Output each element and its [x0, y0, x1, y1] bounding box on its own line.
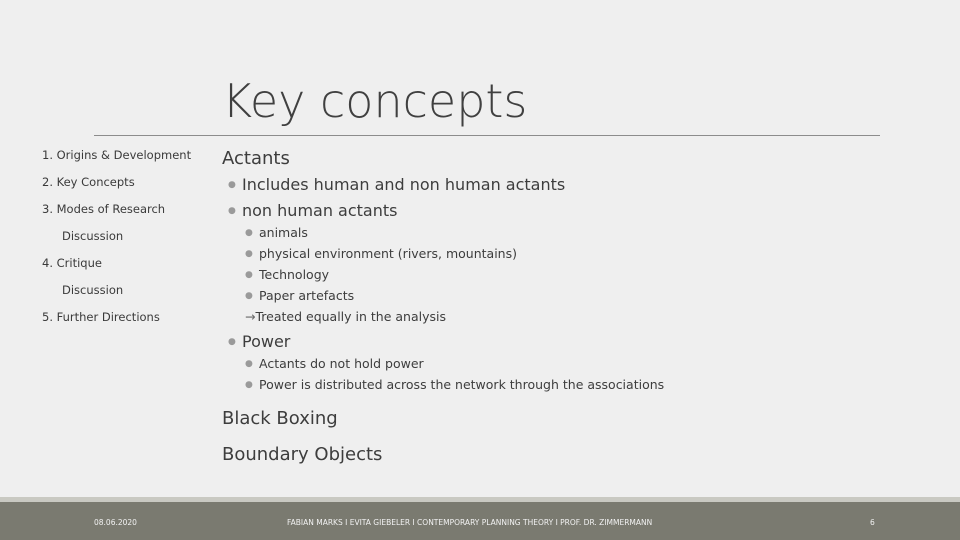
treated-note — [245, 309, 446, 324]
title-divider — [94, 135, 880, 136]
agenda-item-critique[interactable]: 4. Critique — [42, 256, 102, 270]
footer-authors: FABIAN MARKS I EVITA GIEBELER I CONTEMPORARY PLANNING THEORY I PROF. DR. ZIMMERMANN — [287, 518, 653, 527]
non-human-sub-1-text: animals — [259, 225, 308, 240]
actants-point-1-text: Includes human and non human actants — [242, 175, 566, 194]
black-boxing-heading: Black Boxing — [222, 408, 338, 429]
bullet-icon: ● — [228, 179, 236, 190]
agenda-item-further-directions[interactable]: 5. Further Directions — [42, 310, 160, 324]
footer-date: 08.06.2020 — [94, 518, 137, 527]
power-sub-1 — [245, 356, 424, 371]
power-heading-text: Power — [242, 332, 291, 351]
non-human-sub-2-text: physical environment (rivers, mountains) — [259, 246, 517, 261]
non-human-sub-2 — [245, 246, 517, 261]
non-human-sub-4-text: Paper artefacts — [259, 288, 355, 303]
power-heading — [228, 332, 290, 351]
slide-title: Key concepts — [222, 74, 528, 128]
non-human-sub-3-text: Technology — [259, 267, 330, 282]
footer — [0, 502, 960, 540]
arrow-right-icon: → — [245, 309, 256, 324]
actants-point-1 — [228, 175, 565, 194]
power-sub-2-text: Power is distributed across the network through the associations — [259, 377, 665, 392]
treated-note-text: Treated equally in the analysis — [255, 309, 446, 324]
actants-point-2-text: non human actants — [242, 201, 398, 220]
non-human-sub-3 — [245, 267, 329, 282]
bullet-icon: ● — [228, 205, 236, 216]
agenda-item-key-concepts[interactable]: 2. Key Concepts — [42, 175, 135, 189]
power-sub-1-text: Actants do not hold power — [259, 356, 424, 371]
power-sub-2 — [245, 377, 664, 392]
agenda-item-modes-of-research[interactable]: 3. Modes of Research — [42, 202, 166, 216]
non-human-sub-1 — [245, 225, 308, 240]
bullet-icon: ● — [245, 358, 253, 369]
bullet-icon: ● — [245, 290, 253, 301]
agenda-item-discussion-1[interactable]: Discussion — [62, 229, 124, 243]
bullet-icon: ● — [245, 227, 253, 238]
non-human-sub-4 — [245, 288, 354, 303]
actants-heading: Actants — [222, 148, 290, 169]
actants-point-2 — [228, 201, 397, 220]
bullet-icon: ● — [245, 269, 253, 280]
bullet-icon: ● — [245, 248, 253, 259]
footer-page-number: 6 — [870, 518, 875, 527]
agenda-item-discussion-2[interactable]: Discussion — [62, 283, 124, 297]
bullet-icon: ● — [245, 379, 253, 390]
boundary-objects-heading: Boundary Objects — [222, 444, 383, 465]
agenda-item-origins[interactable]: 1. Origins & Development — [42, 148, 192, 162]
bullet-icon: ● — [228, 336, 236, 347]
